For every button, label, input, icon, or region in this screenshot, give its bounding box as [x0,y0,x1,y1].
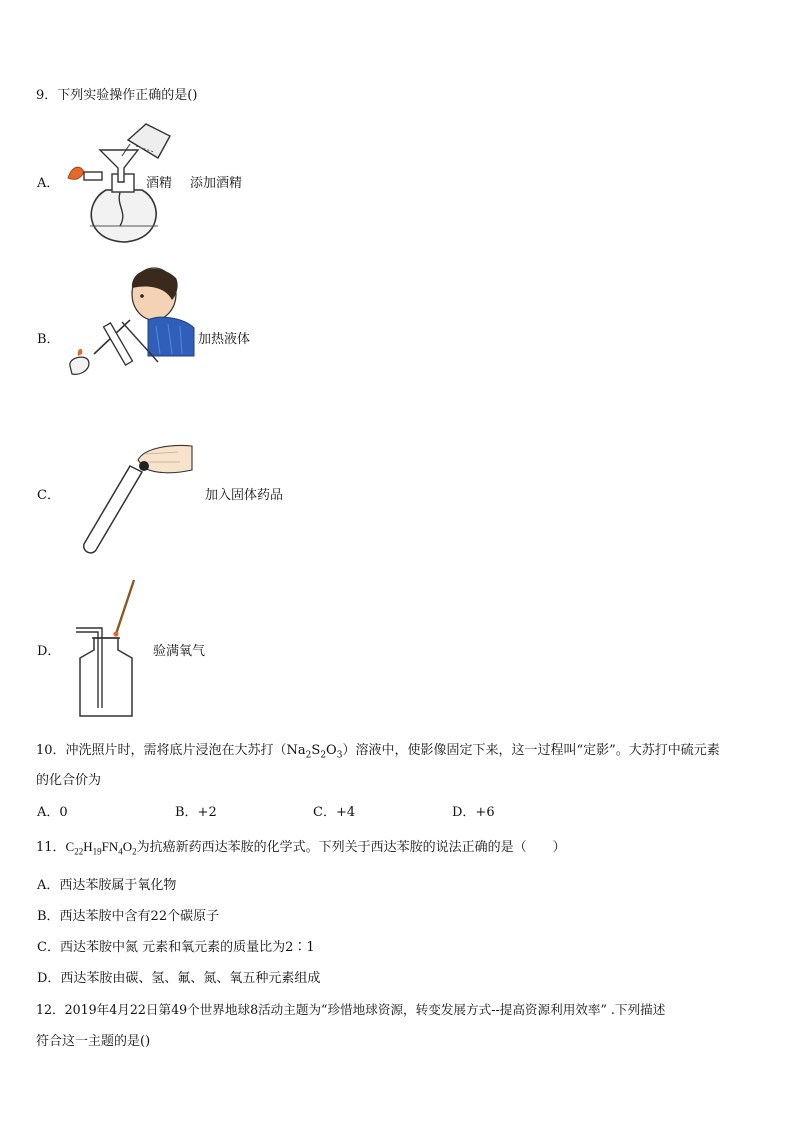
question-10-option-a: A．0 [37,805,68,820]
question-10-line1: 10．冲洗照片时，需将底片浸泡在大苏打$(Na_2S_2O_3)$溶液中，使影像固定下来，这一过程叫“定影”。大苏打中硫元素 [36,743,720,761]
question-11-option-c: C．西达苯胺中氮 元素和氧元素的质量比为2∶1 [37,940,315,955]
option-c-letter: C． [37,488,60,503]
flame-icon [68,167,84,179]
question-11-option-d: D．西达苯胺由碳、氢、氟、氮、氧五种元素组成 [37,971,321,986]
option-a-label-add-alcohol: 添加酒精 [190,175,243,190]
question-10-option-d: D．+6 [452,805,495,820]
option-d-letter: D． [37,644,61,659]
heating-liquid-illustration [64,262,204,378]
option-b-label: 加热液体 [198,331,251,346]
question-11-option-a: A．西达苯胺属于氧化物 [37,878,177,893]
option-d-label: 验满氧气 [153,643,206,658]
option-a-letter: A． [37,176,60,191]
option-a-label-alcohol: 酒精 [146,175,173,190]
chemical-formula: $C_{22}H_{19}FN_4O_2$ [65,839,137,857]
question-10-option-c: C．+4 [313,805,356,820]
option-b-letter: B． [37,332,60,347]
question-10-line2: 的化合价为 [36,773,102,788]
adding-solid-illustration [74,440,204,560]
question-11-stem: 11．$C_{22}H_{19}FN_4O_2$为抗癌新药西达苯胺的化学式。下列关于西达苯胺的说法正确的是（ ） [36,839,566,857]
question-11-option-b: B．西达苯胺中含有22个碳原子 [37,909,220,924]
question-12-line1: 12．2019年4月22日第49个世界地球8活动主题为“珍惜地球资源，转变发展方式--提高资源利用效率” .下列描述 [36,1002,666,1017]
option-c-label: 加入固体药品 [205,487,284,502]
oxygen-full-test-illustration [72,578,152,718]
question-10-option-b: B．+2 [175,805,217,820]
question-12-line2: 符合这一主题的是() [36,1034,151,1049]
question-9-stem: 9．下列实验操作正确的是() [36,88,198,103]
